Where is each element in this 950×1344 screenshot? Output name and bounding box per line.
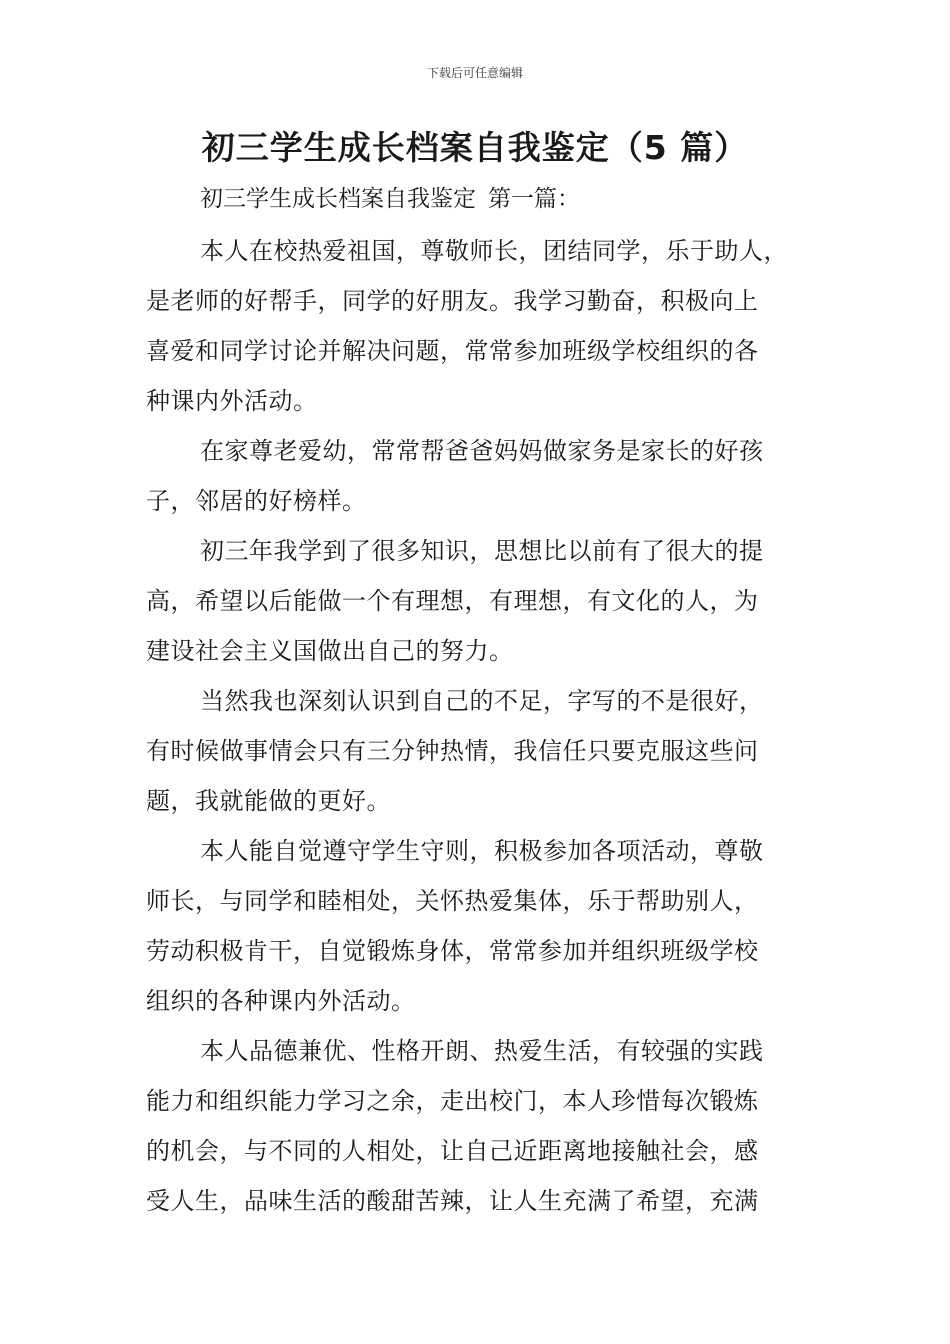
paragraph-line: 高，希望以后能做一个有理想，有理想，有文化的人，为 bbox=[146, 587, 759, 615]
section-part-label: 第一篇： bbox=[488, 186, 580, 212]
paragraph-line: 当然我也深刻认识到自己的不足，字写的不是很好， bbox=[200, 687, 764, 715]
paragraph-line: 劳动积极肯干，自觉锻炼身体，常常参加并组织班级学校 bbox=[146, 937, 759, 965]
paragraph-line: 是老师的好帮手，同学的好朋友。我学习勤奋，积极向上 bbox=[146, 287, 759, 315]
paragraph-3 bbox=[146, 526, 822, 676]
paragraph-line: 子，邻居的好榜样。 bbox=[146, 487, 367, 515]
paragraph-2 bbox=[146, 426, 822, 526]
paragraph-line: 能力和组织能力学习之余，走出校门，本人珍惜每次锻炼 bbox=[146, 1087, 759, 1115]
paragraph-line: 的机会，与不同的人相处，让自己近距离地接触社会，感 bbox=[146, 1137, 759, 1165]
page-header-note: 下载后可任意编辑 bbox=[426, 66, 523, 80]
paragraph-line: 师长，与同学和睦相处，关怀热爱集体，乐于帮助别人， bbox=[146, 887, 759, 915]
paragraph-line: 喜爱和同学讨论并解决问题，常常参加班级学校组织的各 bbox=[146, 337, 759, 365]
document-body bbox=[146, 226, 822, 1226]
paragraph-line: 本人品德兼优、性格开朗、热爱生活，有较强的实践 bbox=[200, 1037, 764, 1065]
paragraph-line: 本人在校热爱祖国，尊敬师长，团结同学，乐于助人， bbox=[200, 237, 788, 265]
paragraph-line: 受人生，品味生活的酸甜苦辣，让人生充满了希望，充满 bbox=[146, 1187, 759, 1215]
paragraph-line: 有时候做事情会只有三分钟热情，我信任只要克服这些问 bbox=[146, 737, 759, 765]
paragraph-line: 在家尊老爱幼，常常帮爸爸妈妈做家务是家长的好孩 bbox=[200, 437, 764, 465]
document-title: 初三学生成长档案自我鉴定（5 篇） bbox=[201, 128, 749, 167]
paragraph-1 bbox=[146, 226, 822, 426]
paragraph-6 bbox=[146, 1026, 822, 1226]
section-heading-text: 初三学生成长档案自我鉴定 bbox=[200, 186, 476, 212]
paragraph-line: 组织的各种课内外活动。 bbox=[146, 987, 416, 1015]
section-heading bbox=[200, 180, 580, 213]
paragraph-line: 本人能自觉遵守学生守则，积极参加各项活动，尊敬 bbox=[200, 837, 764, 865]
paragraph-line: 题，我就能做的更好。 bbox=[146, 787, 391, 815]
paragraph-5 bbox=[146, 826, 822, 1026]
paragraph-4 bbox=[146, 676, 822, 826]
paragraph-line: 种课内外活动。 bbox=[146, 387, 318, 415]
paragraph-line: 建设社会主义国做出自己的努力。 bbox=[146, 637, 514, 665]
paragraph-line: 初三年我学到了很多知识，思想比以前有了很大的提 bbox=[200, 537, 764, 565]
